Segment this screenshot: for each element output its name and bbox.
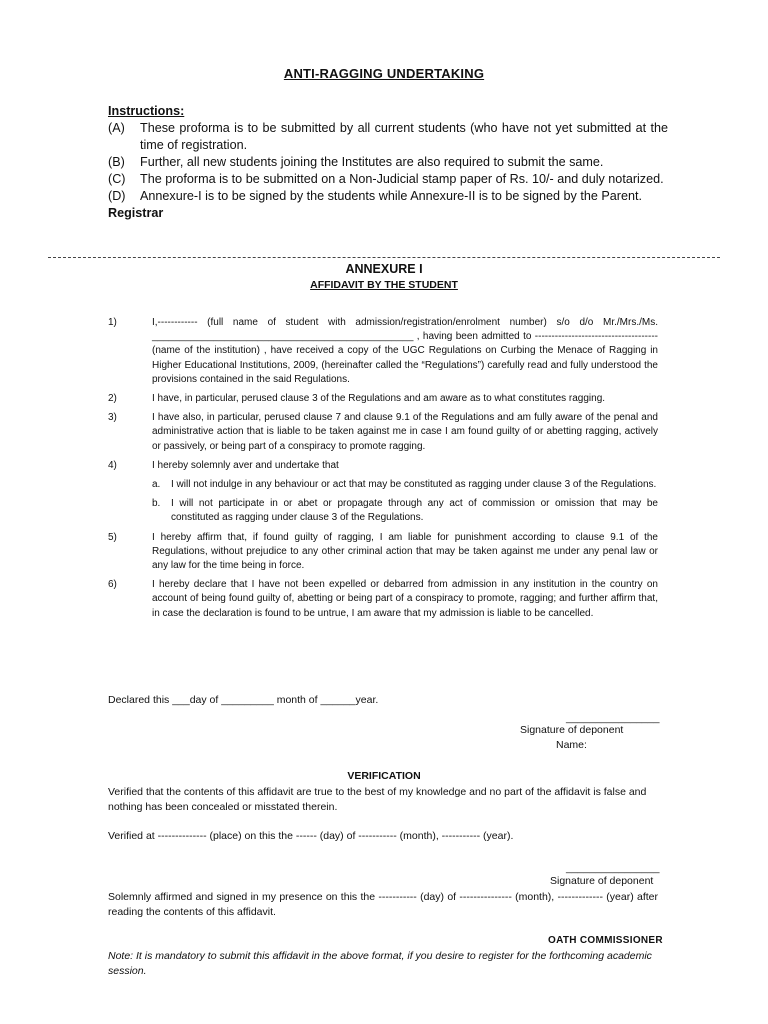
clause-number: 4) xyxy=(108,459,117,471)
sub-clause xyxy=(152,497,658,525)
name-label: Name: xyxy=(556,739,587,751)
document-title: ANTI-RAGGING UNDERTAKING xyxy=(283,66,485,81)
clause-number: 5) xyxy=(108,531,117,543)
declared-line: Declared this ___day of _________ month of ______year. xyxy=(108,694,379,706)
sub-clause xyxy=(152,478,658,492)
instruction-key: (B) xyxy=(108,155,125,169)
clause-number: 6) xyxy=(108,579,117,591)
signature-line: ________________ xyxy=(566,712,660,724)
sub-clause-text: I will not participate in or abet or propagate through any act of commission or omission that may be constituted as ragging under clause 3 of the Regulations. xyxy=(171,498,658,524)
clause-number: 1) xyxy=(108,317,117,328)
clause-item xyxy=(108,459,658,526)
clause-item xyxy=(108,392,658,406)
clause-item xyxy=(108,531,658,574)
affidavit-clauses xyxy=(108,316,658,626)
clause-number: 3) xyxy=(108,412,117,424)
clause-text: I hereby affirm that, if found guilty of ragging, I am liable for punishment according to clause 9.1 of the Regulations, without prejudice to any other criminal action that may be taken against me under any penal law or any law for the time being in force. xyxy=(152,531,658,572)
clause-item xyxy=(108,316,658,387)
instruction-item xyxy=(108,171,668,188)
instruction-item xyxy=(108,120,668,154)
clause-item xyxy=(108,411,658,454)
clause-item xyxy=(108,578,658,621)
clause-text: I hereby declare that I have not been expelled or debarred from admission in any institution in the country on account of being found guilty of, abetting or being part of a conspiracy to promote, ragging; and further affirm that, in case the declaration is found to be untrue, I am aware that my admission is liable to be cancelled. xyxy=(152,579,658,619)
instruction-text: Further, all new students joining the Institutes are also required to submit the same. xyxy=(140,155,604,169)
instruction-text: The proforma is to be submitted on a Non-Judicial stamp paper of Rs. 10/- and duly notarized. xyxy=(140,172,664,186)
sub-clause-key: a. xyxy=(152,479,161,491)
clause-text: I,------------ (full name of student with admission/registration/enrolment number) s/o d/o Mr./Mrs./Ms. _______________________________________________ , having been admitted to -------------------------------------(name of the institution) , have received a copy of the UGC Regulations on Curbing the Menace of Ragging in Higher Educational Institutions, 2009, (hereinafter called the “Regulations”) carefully read and fully understood the provisions contained in the said Regulations. xyxy=(152,317,658,385)
verified-at-line: Verified at -------------- (place) on this the ------ (day) of ----------- (month), ----------- (year). xyxy=(108,830,514,842)
instructions-block xyxy=(108,103,668,222)
instruction-key: (C) xyxy=(108,172,126,186)
annexure-subtitle: AFFIDAVIT BY THE STUDENT xyxy=(310,279,458,291)
instruction-key: (A) xyxy=(108,121,125,135)
verification-text: Verified that the contents of this affidavit are true to the best of my knowledge and no part of the affidavit is false and nothing has been concealed or misstated therein. xyxy=(108,786,647,813)
verification-title: VERIFICATION xyxy=(347,770,421,782)
instructions-heading: Instructions: xyxy=(108,104,185,118)
signature-line: ________________ xyxy=(566,862,660,874)
sub-clause-text: I will not indulge in any behaviour or act that may be constituted as ragging under clause 3 of the Regulations. xyxy=(171,479,657,491)
signature-label: Signature of deponent xyxy=(550,875,654,887)
instruction-text: Annexure-I is to be signed by the students while Annexure-II is to be signed by the Parent. xyxy=(140,189,642,203)
registrar-signatory: Registrar xyxy=(108,206,164,220)
clause-number: 2) xyxy=(108,393,117,405)
sub-clause-key: b. xyxy=(152,498,161,510)
oath-commissioner-label: OATH COMMISSIONER xyxy=(548,935,663,946)
instruction-key: (D) xyxy=(108,189,126,203)
instruction-text: These proforma is to be submitted by all current students (who have not yet submitted at the time of registration. xyxy=(140,121,668,152)
clause-text: I have also, in particular, perused clause 7 and clause 9.1 of the Regulations and am fully aware of the penal and administrative action that is liable to be taken against me in case I am found guilty of or abetting ragging, actively or passively, or being part of a conspiracy to promote ragging. xyxy=(152,412,658,452)
section-divider xyxy=(48,257,720,258)
instruction-item xyxy=(108,154,668,171)
annexure-title: ANNEXURE I xyxy=(345,262,423,276)
clause-body xyxy=(152,459,658,526)
mandatory-note: Note: It is mandatory to submit this affidavit in the above format, if you desire to register for the forthcoming academic session. xyxy=(108,950,652,977)
signature-label: Signature of deponent xyxy=(520,724,624,736)
clause-text: I hereby solemnly aver and undertake that xyxy=(152,459,339,471)
solemn-affirmation: Solemnly affirmed and signed in my presence on this the ----------- (day) of --------------- (month), ------------- (year) after reading the contents of this affidavit. xyxy=(108,891,658,918)
instruction-item xyxy=(108,188,668,205)
clause-text: I have, in particular, perused clause 3 of the Regulations and am aware as to what constitutes ragging. xyxy=(152,393,606,405)
